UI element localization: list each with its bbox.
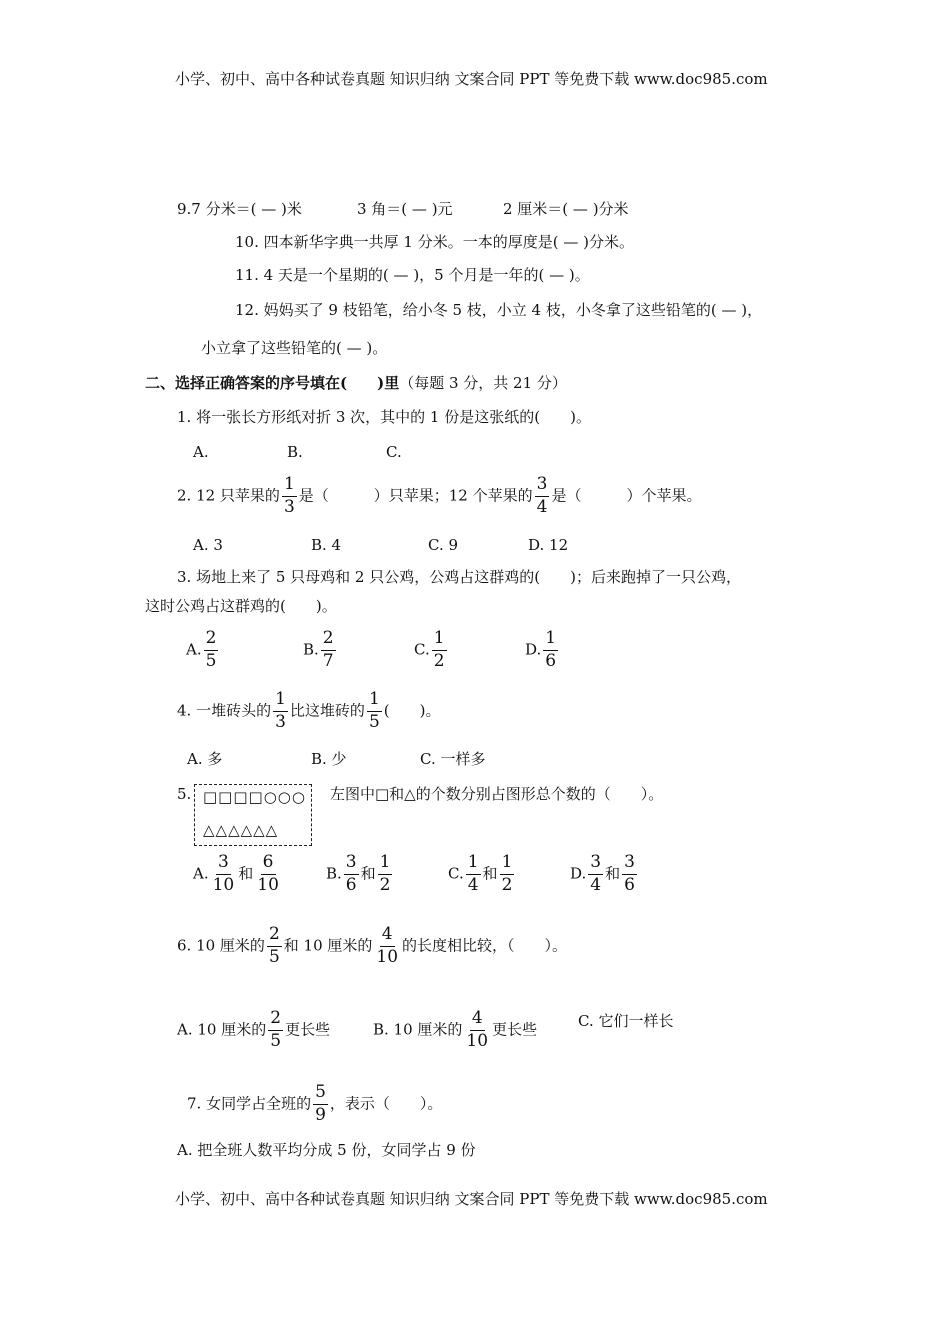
- question-2-option-b: B. 4: [311, 536, 342, 554]
- denominator: 3: [283, 496, 295, 517]
- option-label: A.: [193, 864, 209, 883]
- denominator: 10: [376, 946, 399, 967]
- page-header: 小学、初中、高中各种试卷真题 知识归纳 文案合同 PPT 等免费下载 www.doc985.com: [175, 70, 768, 88]
- denominator: 2: [433, 650, 445, 671]
- question-3-line2: 这时公鸡占这群鸡的( )。: [145, 597, 337, 615]
- denominator: 6: [345, 874, 357, 895]
- question-2-fraction-1: [282, 476, 297, 517]
- denominator: 6: [624, 874, 635, 895]
- numerator: 1: [367, 691, 382, 712]
- question-6-fraction-2: [374, 926, 400, 967]
- question-6-post: 的长度相比较，（ ）。: [402, 936, 568, 955]
- option-label: C.: [448, 864, 464, 883]
- numerator: 2: [204, 630, 219, 651]
- option-b-post: 更长些: [492, 1020, 538, 1039]
- numerator: 1: [378, 854, 393, 875]
- denominator: 2: [379, 874, 391, 895]
- denominator: 2: [501, 874, 513, 895]
- option-fraction-1: [211, 854, 237, 895]
- option-label: D.: [570, 864, 587, 883]
- question-6-option-b: [373, 1010, 537, 1051]
- option-fraction: [543, 630, 558, 671]
- question-9c: 2 厘米＝( — )分米: [503, 200, 629, 218]
- question-7-pre: 7. 女同学占全班的: [187, 1094, 312, 1113]
- question-4-fraction-1: [273, 691, 288, 732]
- question-4-option-a: A. 多: [187, 750, 223, 768]
- option-label: B.: [303, 640, 319, 659]
- question-1-stem: 1. 将一张长方形纸对折 3 次，其中的 1 份是这张纸的( )。: [177, 408, 591, 426]
- denominator: 5: [205, 650, 217, 671]
- question-7-fraction: [313, 1084, 328, 1125]
- question-2-option-d: D. 12: [528, 536, 569, 554]
- numerator: 1: [273, 691, 288, 712]
- option-label: D.: [525, 640, 542, 659]
- page-footer: 小学、初中、高中各种试卷真题 知识归纳 文案合同 PPT 等免费下载 www.doc985.com: [175, 1190, 768, 1208]
- question-5-option-d: [570, 854, 639, 895]
- question-10: 10. 四本新华字典一共厚 1 分米。一本的厚度是( — )分米。: [235, 233, 634, 251]
- question-1-option-b: B.: [287, 443, 303, 461]
- numerator: 1: [543, 630, 558, 651]
- numerator: 3: [535, 476, 550, 497]
- numerator: 1: [466, 854, 481, 875]
- option-a-post: 更长些: [285, 1020, 331, 1039]
- option-fraction: [321, 630, 336, 671]
- question-2-stem: [177, 476, 701, 517]
- question-5-stem: 左图中□和△的个数分别占图形总个数的（ ）。: [330, 785, 664, 803]
- denominator: 4: [536, 496, 548, 517]
- question-1-option-a: A.: [193, 443, 209, 461]
- question-5-option-b: [326, 854, 394, 895]
- denominator: 9: [315, 1104, 326, 1125]
- denominator: 4: [467, 874, 479, 895]
- numerator: 6: [261, 854, 276, 875]
- question-2-pre: 2. 12 只苹果的: [177, 486, 280, 505]
- question-2-option-a: A. 3: [193, 536, 223, 554]
- question-4-stem: [177, 691, 440, 732]
- question-6-pre: 6. 10 厘米的: [177, 936, 265, 955]
- option-fraction: [432, 630, 447, 671]
- option-fraction-2: [500, 854, 515, 895]
- numerator: 4: [380, 926, 395, 947]
- numerator: 4: [470, 1010, 485, 1031]
- option-label: C.: [414, 640, 430, 659]
- option-label: A.: [186, 640, 202, 659]
- question-11: 11. 4 天是一个星期的( — )，5 个月是一年的( — )。: [235, 266, 590, 284]
- question-2-fraction-2: [535, 476, 550, 517]
- question-3-line1: 3. 场地上来了 5 只母鸡和 2 只公鸡，公鸡占这群鸡的( )；后来跑掉了一只公鸡，: [177, 568, 741, 586]
- option-and: 和: [360, 864, 376, 883]
- question-6-option-c: C. 它们一样长: [578, 1012, 674, 1030]
- question-5-option-a: [193, 854, 283, 895]
- question-6-option-a: [177, 1010, 330, 1051]
- option-a-pre: A. 10 厘米的: [177, 1020, 267, 1039]
- question-4-option-c: C. 一样多: [420, 750, 486, 768]
- question-7-post: ，表示（ ）。: [329, 1094, 443, 1113]
- question-9a: 9.7 分米＝( — )米: [177, 200, 302, 218]
- denominator: 7: [322, 650, 334, 671]
- section-2-note: （每题 3 分，共 21 分）: [399, 374, 567, 392]
- option-and: 和: [482, 864, 498, 883]
- numerator: 3: [216, 854, 231, 875]
- option-and: 和: [605, 864, 621, 883]
- question-1-option-c: C.: [386, 443, 402, 461]
- denominator: 10: [257, 874, 279, 895]
- question-6-stem: [177, 926, 567, 967]
- numerator: 5: [313, 1084, 328, 1105]
- question-4-post: ( )。: [383, 701, 441, 720]
- question-6-fraction-1: [267, 926, 282, 967]
- denominator: 10: [466, 1030, 489, 1051]
- question-4-fraction-2: [367, 691, 382, 732]
- denominator: 10: [212, 874, 235, 895]
- squares-circles-row: □□□□○○○: [203, 788, 306, 806]
- option-fraction-1: [466, 854, 481, 895]
- numerator: 3: [622, 854, 637, 875]
- option-a-fraction: [268, 1010, 283, 1051]
- question-4-option-b: B. 少: [311, 750, 347, 768]
- question-4-mid: 比这堆砖的: [289, 701, 365, 720]
- numerator: 2: [268, 1010, 283, 1031]
- numerator: 2: [267, 926, 282, 947]
- question-5-option-c: [448, 854, 516, 895]
- numerator: 1: [500, 854, 515, 875]
- question-12-line1: 12. 妈妈买了 9 枝铅笔，给小冬 5 枝，小立 4 枝，小冬拿了这些铅笔的( — )，: [235, 301, 763, 319]
- option-and: 和: [238, 864, 254, 883]
- question-3-option-b: [303, 630, 338, 671]
- option-fraction: [204, 630, 219, 671]
- question-12-line2: 小立拿了这些铅笔的( — )。: [201, 339, 388, 357]
- question-7-stem: [187, 1084, 442, 1125]
- option-label: B.: [326, 864, 342, 883]
- question-9b: 3 角＝( — )元: [357, 200, 453, 218]
- option-fraction-2: [378, 854, 393, 895]
- section-2-title: 二、选择正确答案的序号填在( )里: [145, 374, 400, 392]
- question-2-option-c: C. 9: [428, 536, 459, 554]
- shapes-figure: [194, 784, 312, 846]
- denominator: 4: [590, 874, 602, 895]
- option-fraction-1: [588, 854, 603, 895]
- denominator: 5: [270, 1030, 282, 1051]
- question-2-post: 是（ ）个苹果。: [551, 486, 702, 505]
- denominator: 5: [268, 946, 280, 967]
- denominator: 3: [275, 711, 286, 732]
- question-7-option-a: A. 把全班人数平均分成 5 份，女同学占 9 份: [177, 1141, 476, 1159]
- numerator: 1: [282, 476, 297, 497]
- numerator: 3: [344, 854, 359, 875]
- option-b-pre: B. 10 厘米的: [373, 1020, 463, 1039]
- question-2-mid: 是（ ）只苹果；12 个苹果的: [298, 486, 533, 505]
- numerator: 2: [321, 630, 336, 651]
- denominator: 6: [545, 650, 557, 671]
- question-4-pre: 4. 一堆砖头的: [177, 701, 272, 720]
- question-6-mid: 和 10 厘米的: [283, 936, 373, 955]
- option-fraction-1: [344, 854, 359, 895]
- question-3-option-c: [414, 630, 449, 671]
- numerator: 3: [588, 854, 603, 875]
- question-5-label: 5.: [177, 785, 192, 803]
- option-fraction-2: [622, 854, 637, 895]
- section-2-heading: [145, 376, 567, 391]
- question-3-option-d: [525, 630, 560, 671]
- option-fraction-2: [255, 854, 281, 895]
- question-3-option-a: [186, 630, 220, 671]
- option-b-fraction: [464, 1010, 490, 1051]
- denominator: 5: [368, 711, 380, 732]
- numerator: 1: [432, 630, 447, 651]
- triangles-row: △△△△△△: [203, 821, 279, 839]
